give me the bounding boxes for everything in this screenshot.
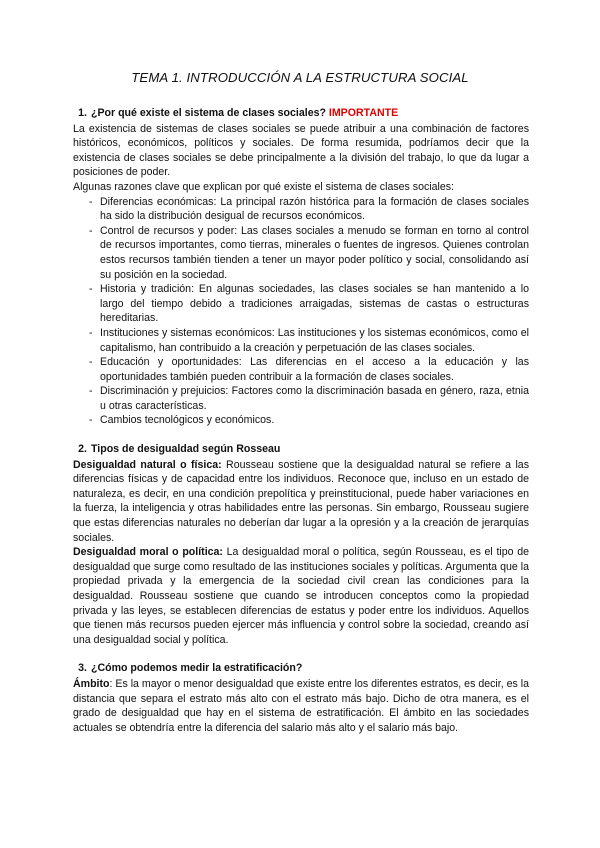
section-number: 2. [78,443,87,456]
list-item [73,384,529,413]
dash-bullet: - [89,224,93,237]
section-1-intro: La existencia de sistemas de clases sociales se puede atribuir a una combinación de factores históricos, económicos, políticos y sociales. De forma resumida, podríamos decir que la existencia de clases sociales se debe principalmente a la división del trabajo, lo que da lugar a posiciones de poder. [73,122,529,179]
list-item [73,413,529,428]
dash-bullet: - [89,195,93,208]
list-item-text: Discriminación y prejuicios: Factores como la discriminación basada en género, raza, etnia u otras características. [100,385,529,412]
section-3-heading [78,661,529,676]
section-heading-text: ¿Cómo podemos medir la estratificación? [91,662,303,675]
paragraph-text: : Es la mayor o menor desigualdad que existe entre los diferentes estratos, es decir, es la distancia que separa el estrato más alto con el estrato más bajo. Dicho de otra manera, es el grado de desigualdad que hay en el sistema de estratificación. El ámbito en las sociedades actuales se obtendría entre la diferencia del salario más alto y el salario más bajo. [73,677,529,734]
list-item-text: Cambios tecnológicos y económicos. [100,414,275,427]
dash-bullet: - [89,356,93,369]
paragraph-text: La desigualdad moral o política, según Rousseau, es el tipo de desigualdad que surge como resultado de las instituciones sociales y políticas. Argumenta que la propiedad privada y la emergencia de la sociedad civil crean las condiciones para la desigualdad. Rousseau sostiene que cuando se introducen conceptos como la propiedad privada y las leyes, se establecen diferencias de estatus y poder entre los individuos. Aquellos que tienen más recursos pueden ejercer más influencia y control sobre la sociedad, creando así una desigualdad social y política. [73,546,530,646]
dash-bullet: - [89,414,93,427]
dash-bullet: - [89,326,93,339]
list-item [73,195,529,224]
dash-bullet: - [89,283,93,296]
list-item-text: Historia y tradición: En algunas sociedades, las clases sociales se han mantenido a lo largo del tiempo debido a tradiciones arraigadas, sistemas de castas o estructuras hereditarias. [100,283,529,325]
list-item [73,224,529,282]
list-item [73,282,529,326]
term-label: Ámbito [73,677,110,690]
list-item [73,326,529,355]
section-number: 1. [78,107,87,119]
section-heading-text: Tipos de desigualdad según Rosseau [91,443,281,456]
section-1-list-intro: Algunas razones clave que explican por qué existe el sistema de clases sociales: [73,180,454,193]
natural-inequality-paragraph [73,458,529,546]
dash-bullet: - [89,385,93,398]
moral-inequality-paragraph [73,545,529,647]
ambito-paragraph [73,677,529,735]
section-heading-text: ¿Por qué existe el sistema de clases sociales? [91,107,326,119]
section-number: 3. [78,662,87,675]
term-label: Desigualdad moral o política: [73,546,223,559]
page-title: TEMA 1. INTRODUCCIÓN A LA ESTRUCTURA SOCIAL [131,70,469,85]
section-2-heading [78,442,529,457]
document-body [73,106,529,735]
important-tag: IMPORTANTE [328,107,399,119]
section-spacer [73,647,529,661]
paragraph-text: Rousseau sostiene que la desigualdad natural se refiere a las diferencias físicas y de capacidad entre los individuos. Reconoce que, incluso en un estado de naturaleza, es decir, en una condición prepolítica y preinstitucional, puede haber variaciones en la fuerza, la inteligencia y otras habilidades entre las personas. Sin embargo, Rousseau sugiere que estas diferencias naturales no deberían dar lugar a la opresión y a la creación de jerarquías sociales. [73,458,529,544]
list-item [73,355,529,384]
term-label: Desigualdad natural o física: [73,458,222,471]
list-item-text: Diferencias económicas: La principal razón histórica para la formación de clases sociales ha sido la distribución desigual de recursos económicos. [100,195,529,223]
reasons-list [73,195,529,429]
section-spacer [73,428,529,442]
list-item-text: Educación y oportunidades: Las diferencias en el acceso a la educación y las oportunidades también pueden contribuir a la formación de clases sociales. [100,356,529,383]
list-item-text: Control de recursos y poder: Las clases sociales a menudo se forman en torno al control de recursos importantes, como tierras, minerales o fuentes de ingresos. Quienes controlan estos recursos también tienden a tener un mayor poder político y social, consolidando así su posición en la sociedad. [100,224,529,281]
section-1-heading [78,106,529,121]
list-item-text: Instituciones y sistemas económicos: Las instituciones y los sistemas económicos, como el capitalismo, han contribuido a la creación y perpetuación de las clases sociales. [100,326,529,354]
